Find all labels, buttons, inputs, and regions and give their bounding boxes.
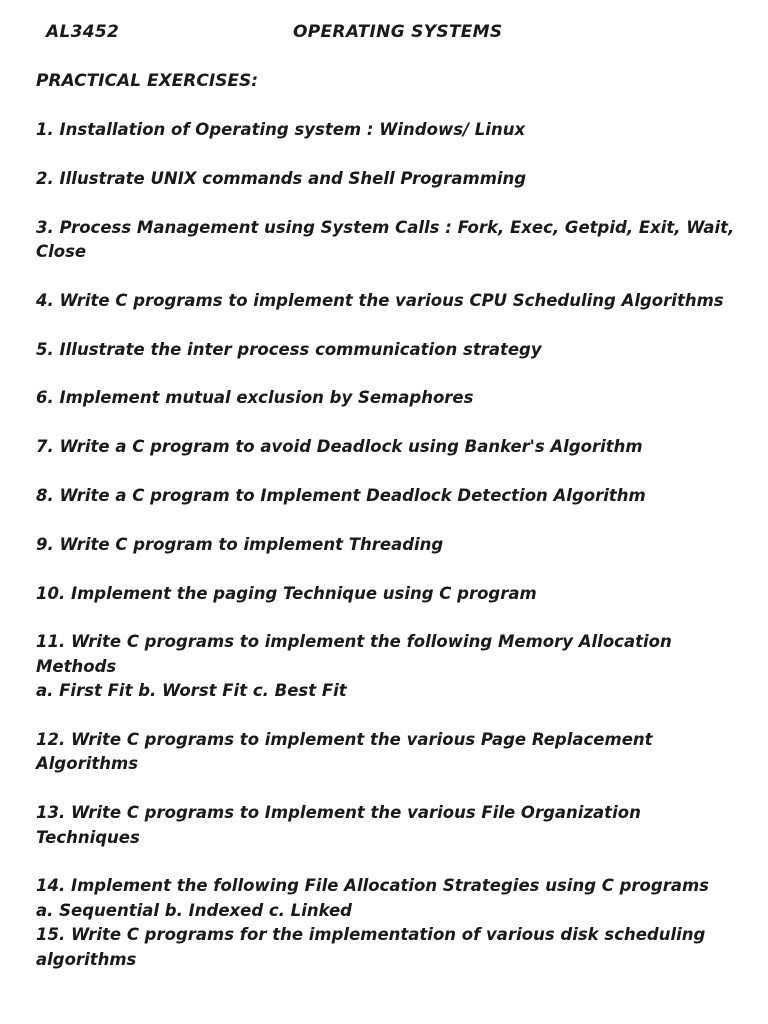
exercise-line: algorithms <box>36 949 137 969</box>
exercise-item <box>36 386 736 410</box>
exercise-line: 11. Write C programs to implement the following Memory Allocation <box>36 632 672 652</box>
exercise-line: 1. Installation of Operating system : Windows/ Linux <box>36 120 526 139</box>
section-heading: PRACTICAL EXERCISES: <box>36 71 259 91</box>
exercise-line: 13. Write C programs to Implement the various File Organization Techniques <box>36 803 641 847</box>
exercise-line: a. Sequential b. Indexed c. Linked <box>36 900 352 920</box>
exercise-item <box>36 582 736 606</box>
exercise-item <box>36 435 736 459</box>
exercise-line: Methods <box>36 656 117 676</box>
exercise-line: 7. Write a C program to avoid Deadlock using Banker's Algorithm <box>36 437 643 457</box>
course-code: AL3452 <box>46 22 120 42</box>
exercise-line: 12. Write C programs to implement the various Page Replacement <box>36 729 653 749</box>
exercise-line: 4. Write C programs to implement the various CPU Scheduling Algorithms <box>36 290 724 310</box>
exercise-item <box>36 801 736 850</box>
exercise-line: 5. Illustrate the inter process communication strategy <box>36 339 542 359</box>
exercise-line: 2. Illustrate UNIX commands and Shell Programming <box>36 168 527 188</box>
exercise-line: Close <box>36 242 87 261</box>
exercise-line: Algorithms <box>36 754 139 774</box>
exercise-line: 6. Implement mutual exclusion by Semaphores <box>36 388 474 408</box>
exercise-line: 3. Process Management using System Calls : Fork, Exec, Getpid, Exit, Wait, <box>36 217 735 237</box>
exercise-line: 10. Implement the paging Technique using C program <box>36 583 537 603</box>
exercise-line: 14. Implement the following File Allocation Strategies using C programs <box>36 876 709 896</box>
exercise-line: 9. Write C program to implement Threading <box>36 534 444 554</box>
exercise-item <box>36 289 736 313</box>
exercise-item <box>36 167 736 191</box>
exercise-item <box>36 728 736 777</box>
exercise-item <box>36 338 736 362</box>
exercise-line: 8. Write a C program to Implement Deadlock Detection Algorithm <box>36 485 646 505</box>
exercise-item <box>36 533 736 557</box>
exercise-item <box>36 874 736 923</box>
exercise-item <box>36 923 736 972</box>
exercise-item <box>36 118 736 142</box>
exercise-item <box>36 630 736 703</box>
exercise-item <box>36 216 736 265</box>
exercise-item <box>36 484 736 508</box>
course-title: OPERATING SYSTEMS <box>293 22 503 42</box>
exercise-list <box>36 118 736 996</box>
exercise-line: 15. Write C programs for the implementation of various disk scheduling <box>36 925 706 945</box>
exercise-line: a. First Fit b. Worst Fit c. Best Fit <box>36 681 347 701</box>
